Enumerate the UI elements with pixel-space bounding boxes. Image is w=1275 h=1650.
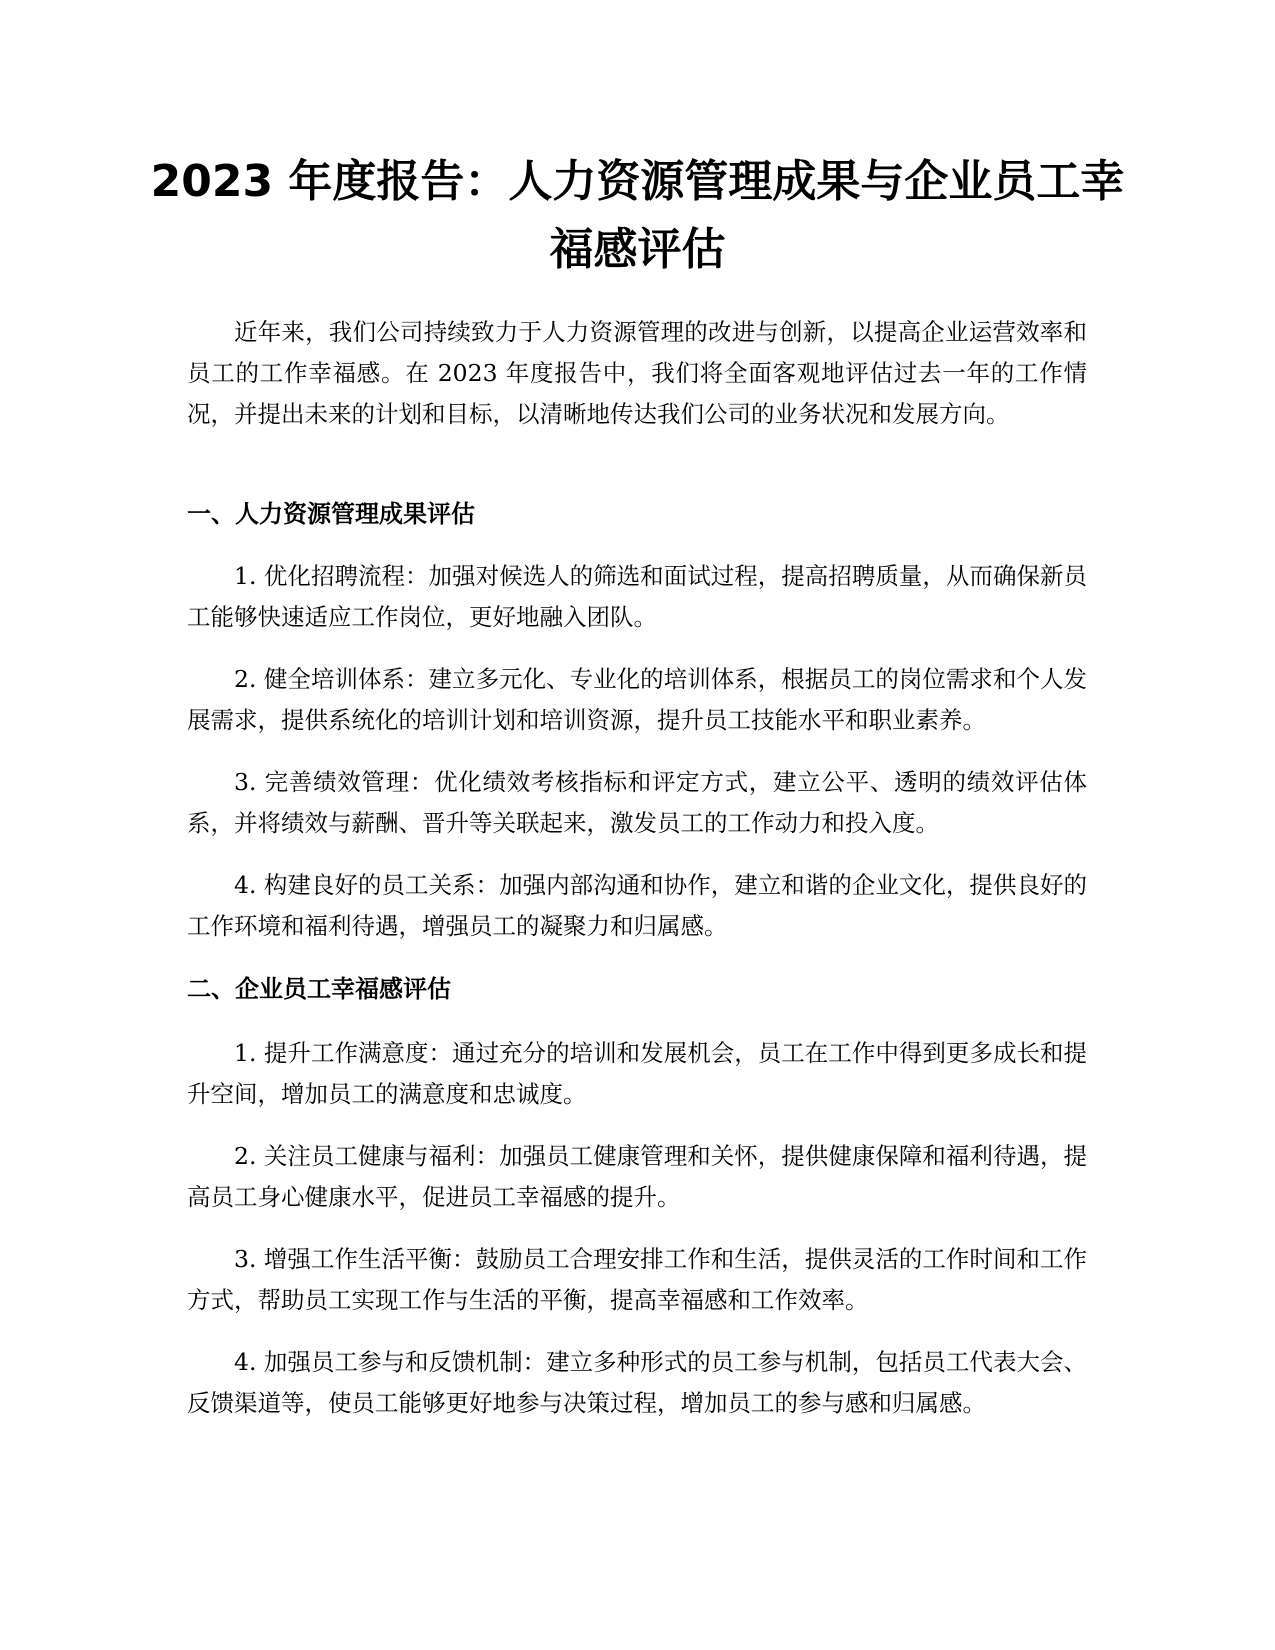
section-heading-hr-results: 一、人力资源管理成果评估 xyxy=(187,500,475,528)
list-item: 3. 完善绩效管理：优化绩效考核指标和评定方式，建立公平、透明的绩效评估体系，并将绩效与薪酬、晋升等关联起来，激发员工的工作动力和投入度。 xyxy=(187,768,1087,837)
document-title: 2023 年度报告：人力资源管理成果与企业员工幸福感评估 xyxy=(150,156,1125,275)
list-item: 4. 加强员工参与和反馈机制：建立多种形式的员工参与机制，包括员工代表大会、反馈渠道等，使员工能够更好地参与决策过程，增加员工的参与感和归属感。 xyxy=(187,1348,1087,1417)
list-item: 3. 增强工作生活平衡：鼓励员工合理安排工作和生活，提供灵活的工作时间和工作方式，帮助员工实现工作与生活的平衡，提高幸福感和工作效率。 xyxy=(187,1245,1087,1314)
list-item: 2. 健全培训体系：建立多元化、专业化的培训体系，根据员工的岗位需求和个人发展需求，提供系统化的培训计划和培训资源，提升员工技能水平和职业素养。 xyxy=(187,665,1087,734)
list-item: 2. 关注员工健康与福利：加强员工健康管理和关怀，提供健康保障和福利待遇，提高员工身心健康水平，促进员工幸福感的提升。 xyxy=(187,1142,1087,1211)
list-item: 4. 构建良好的员工关系：加强内部沟通和协作，建立和谐的企业文化，提供良好的工作环境和福利待遇，增强员工的凝聚力和归属感。 xyxy=(187,871,1087,940)
list-item: 1. 优化招聘流程：加强对候选人的筛选和面试过程，提高招聘质量，从而确保新员工能够快速适应工作岗位，更好地融入团队。 xyxy=(187,562,1087,631)
list-item: 1. 提升工作满意度：通过充分的培训和发展机会，员工在工作中得到更多成长和提升空间，增加员工的满意度和忠诚度。 xyxy=(187,1039,1087,1108)
intro-paragraph: 近年来，我们公司持续致力于人力资源管理的改进与创新，以提高企业运营效率和员工的工作幸福感。在 2023 年度报告中，我们将全面客观地评估过去一年的工作情况，并提出未来的计划和目标，以清晰地传达我们公司的业务状况和发展方向。 xyxy=(187,318,1087,428)
section-heading-happiness: 二、企业员工幸福感评估 xyxy=(187,975,451,1003)
